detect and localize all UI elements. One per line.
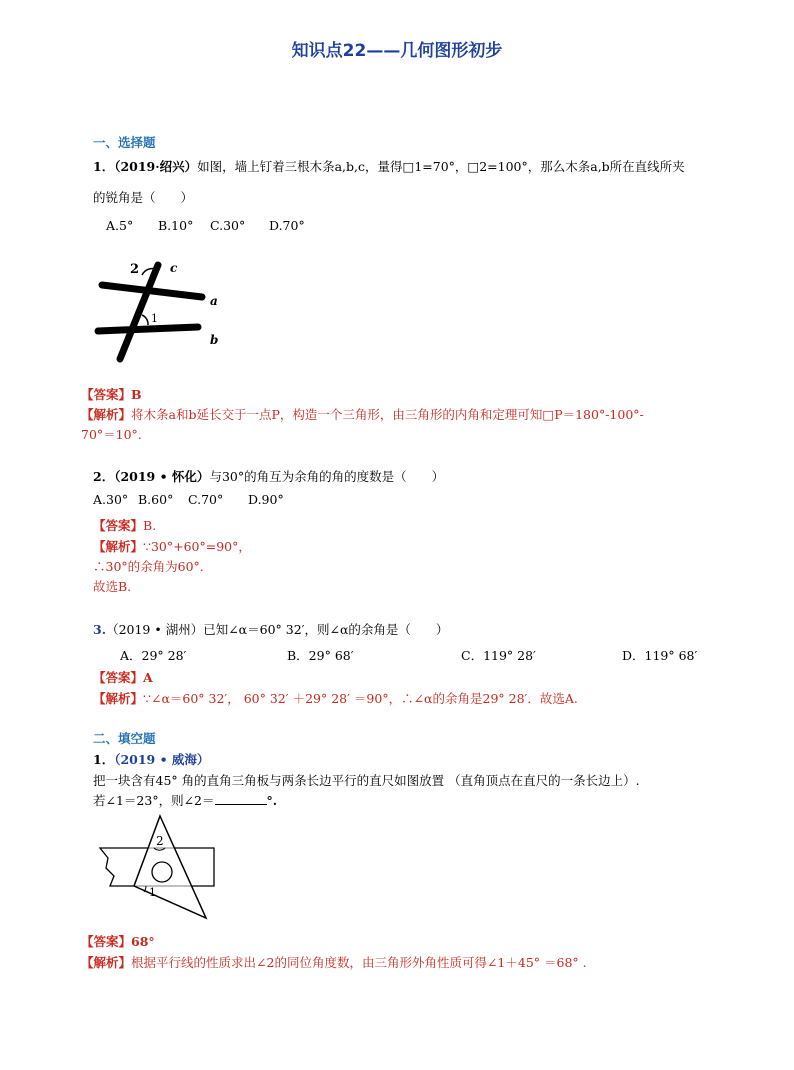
q1-answer-value: B xyxy=(131,387,142,402)
f1-analysis: 根据平行线的性质求出∠2的同位角度数，由三角形外角性质可得∠1＋45° ＝68° . xyxy=(131,955,587,970)
q1-label-c: c xyxy=(170,261,178,275)
q1-analysis-line1-row xyxy=(81,405,644,423)
q2-number: 2． xyxy=(93,469,115,484)
q2-analysis-label: 【解析】 xyxy=(93,539,144,554)
q3-line xyxy=(93,620,448,638)
q3-option-c: C．119° 28′ xyxy=(461,648,536,663)
q3-option-b: B．29° 68′ xyxy=(287,648,354,663)
q1-label-b: b xyxy=(210,333,219,347)
q3-analysis-row xyxy=(93,689,578,707)
q2-line xyxy=(93,467,444,485)
q1-option-a: A.5° xyxy=(106,218,134,233)
q1-angle1-arc xyxy=(142,315,148,325)
q3-analysis: ∵∠α＝60° 32′， 60° 32′ ＋29° 28′ ＝90°，∴∠α的余角是29° 28′．故选A. xyxy=(143,691,578,706)
q3-answer-label: 【答案】 xyxy=(93,670,144,685)
f1-label-angle1: 1 xyxy=(149,886,156,899)
f1-answer xyxy=(81,932,155,950)
q2-analysis-row1 xyxy=(93,537,251,555)
q1-stick-b xyxy=(98,327,198,331)
q1-option-b: B.10° xyxy=(158,218,194,233)
q1-line1 xyxy=(93,157,685,175)
q1-text-line1: 如图，墙上钉着三根木条a,b,c，量得□1=70°，□2=100°，那么木条a,b所在直线所夹 xyxy=(197,159,685,174)
q1-option-d: D.70° xyxy=(269,218,305,233)
f1-number: 1． xyxy=(93,752,115,767)
q2-answer xyxy=(93,516,156,534)
f1-analysis-row xyxy=(81,953,587,971)
q1-answer-label: 【答案】 xyxy=(81,387,132,402)
q1-number: 1． xyxy=(93,159,115,174)
q1-analysis-line1: 将木条a和b延长交于一点P，构造一个三角形，由三角形的内角和定理可知□P＝180°-100°- xyxy=(131,407,644,422)
q3-answer xyxy=(93,668,153,686)
f1-text-line2-post: °. xyxy=(266,793,278,808)
q2-option-d: D.90° xyxy=(248,492,284,507)
q3-source: （2019 • 湖州） xyxy=(106,622,204,637)
q2-analysis-line2: ∴30°的余角为60°. xyxy=(93,559,204,574)
f1-analysis-label: 【解析】 xyxy=(81,955,132,970)
f1-header xyxy=(93,750,209,768)
q1-analysis-label: 【解析】 xyxy=(81,407,132,422)
q1-source: （2019·绍兴） xyxy=(114,159,198,174)
f1-text-line1: 把一块含有45° 角的直角三角板与两条长边平行的直尺如图放置 （直角顶点在直尺的一条长边上）. xyxy=(93,773,640,788)
q2-option-b: B.60° xyxy=(138,492,174,507)
section-heading-choice: 一、选择题 xyxy=(93,135,156,150)
f1-label-angle2: 2 xyxy=(156,834,164,848)
f1-text-line2-pre: 若∠1＝23°，则∠2＝ xyxy=(93,793,215,808)
f1-answer-value: 68° xyxy=(131,934,155,949)
q1-figure xyxy=(90,255,230,370)
page-title: 知识点22——几何图形初步 xyxy=(291,41,503,61)
q1-text-line2: 的锐角是（ ） xyxy=(93,190,194,205)
q3-option-d: D．119° 68′ xyxy=(622,648,698,663)
q2-text: 与30°的角互为余角的角的度数是（ ） xyxy=(209,469,445,484)
q1-label-a: a xyxy=(210,294,218,308)
q3-answer-value: A xyxy=(143,670,153,685)
f1-text-line2 xyxy=(93,791,277,809)
q1-analysis-line2: 70°＝10°. xyxy=(81,427,142,442)
q2-analysis-line1: ∵30°+60°=90°， xyxy=(143,539,251,554)
q1-label-angle1: 1 xyxy=(151,312,158,325)
f1-answer-label: 【答案】 xyxy=(81,934,132,949)
q1-answer xyxy=(81,385,142,403)
q3-option-a: A．29° 28′ xyxy=(120,648,187,663)
q2-option-c: C.70° xyxy=(188,492,224,507)
section-heading-fill: 二、填空题 xyxy=(93,731,156,746)
q2-answer-value: B. xyxy=(143,518,157,533)
q2-option-a: A.30° xyxy=(93,492,129,507)
q2-answer-label: 【答案】 xyxy=(93,518,144,533)
q3-text: 已知∠α＝60° 32′，则∠α的余角是（ ） xyxy=(203,622,449,637)
q2-source: （2019 • 怀化） xyxy=(114,469,210,484)
q1-label-angle2: 2 xyxy=(130,262,140,277)
f1-answer-blank xyxy=(215,792,267,805)
q1-option-c: C.30° xyxy=(210,218,246,233)
f1-figure xyxy=(96,812,226,924)
q3-number: 3. xyxy=(93,622,107,637)
q3-analysis-label: 【解析】 xyxy=(93,691,144,706)
f1-source: （2019 • 威海） xyxy=(114,752,210,767)
q2-analysis-line3: 故选B. xyxy=(93,579,132,594)
